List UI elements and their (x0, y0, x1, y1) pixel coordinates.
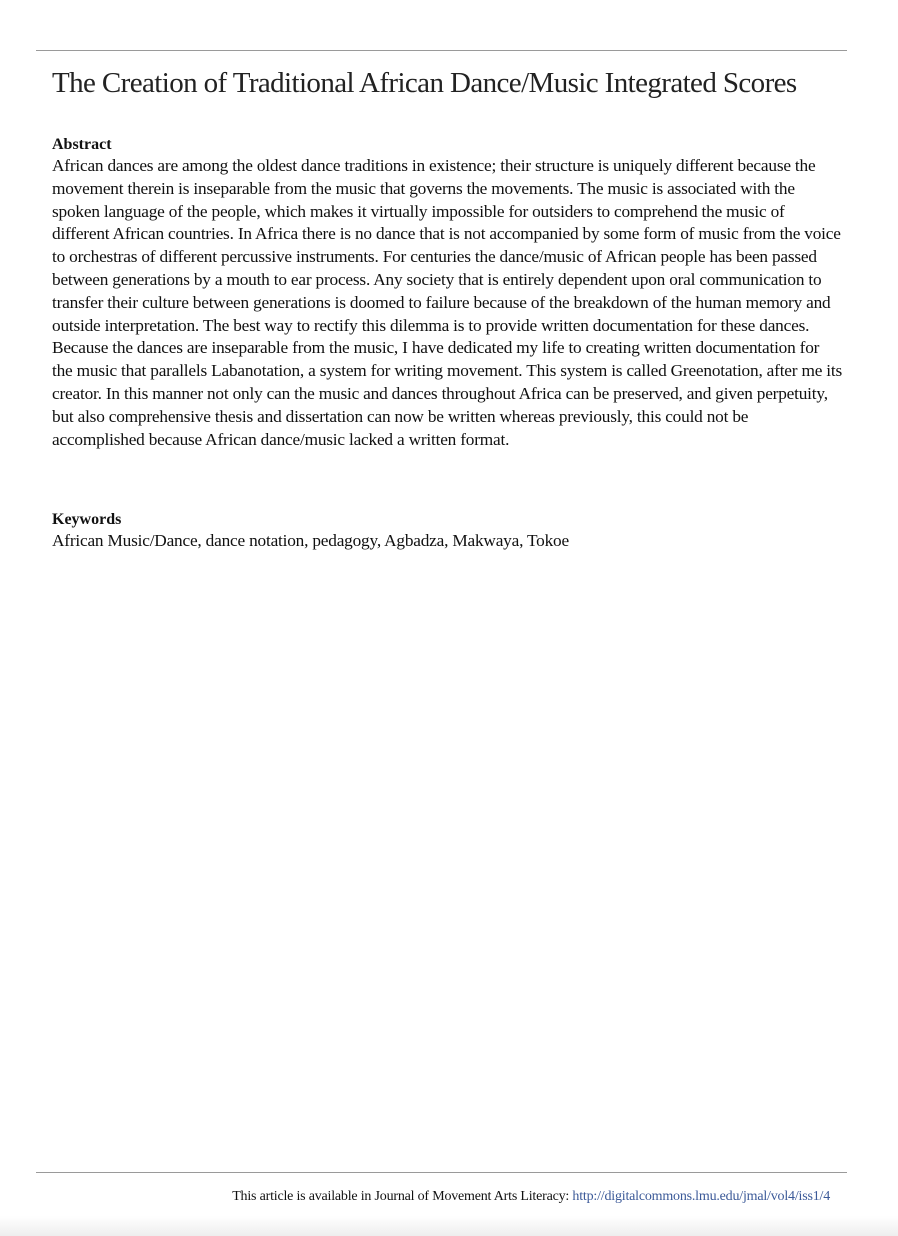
footer-citation (232, 1187, 830, 1207)
page-bottom-shade (0, 1216, 898, 1236)
keywords-text: African Music/Dance, dance notation, pedagogy, Agbadza, Makwaya, Tokoe (52, 531, 569, 550)
abstract-heading: Abstract (52, 136, 112, 153)
keywords-heading: Keywords (52, 511, 122, 528)
top-divider (36, 50, 847, 51)
article-title: The Creation of Traditional African Dance/Music Integrated Scores (52, 67, 797, 99)
journal-link[interactable]: http://digitalcommons.lmu.edu/jmal/vol4/iss1/4 (572, 1189, 830, 1204)
abstract-text: African dances are among the oldest dance traditions in existence; their structure is uniquely different because the movement therein is inseparable from the music that governs the movements. The music is associated with the spoken language of the people, which makes it virtually impossible for outsiders to comprehend the music of different African countries. In Africa there is no dance that is not accompanied by some form of music from the voice to orchestras of different percussive instruments. For centuries the dance/music of African people has been passed between generations by a mouth to ear process. Any society that is entirely dependent upon oral communication to transfer their culture between generations is doomed to failure because of the breakdown of the human memory and outside interpretation. The best way to rectify this dilemma is to provide written documentation for these dances. Because the dances are inseparable from the music, I have dedicated my life to creating written documentation for the music that parallels Labanotation, a system for writing movement. This system is called Greenotation, after me its creator. In this manner not only can the music and dances throughout Africa can be preserved, and given perpetuity, but also comprehensive thesis and dissertation can now be written whereas previously, this could not be accomplished because African dance/music lacked a written format. (52, 156, 843, 449)
footer-prefix: This article is available in Journal of Movement Arts Literacy: (232, 1189, 573, 1204)
bottom-divider (36, 1172, 847, 1173)
